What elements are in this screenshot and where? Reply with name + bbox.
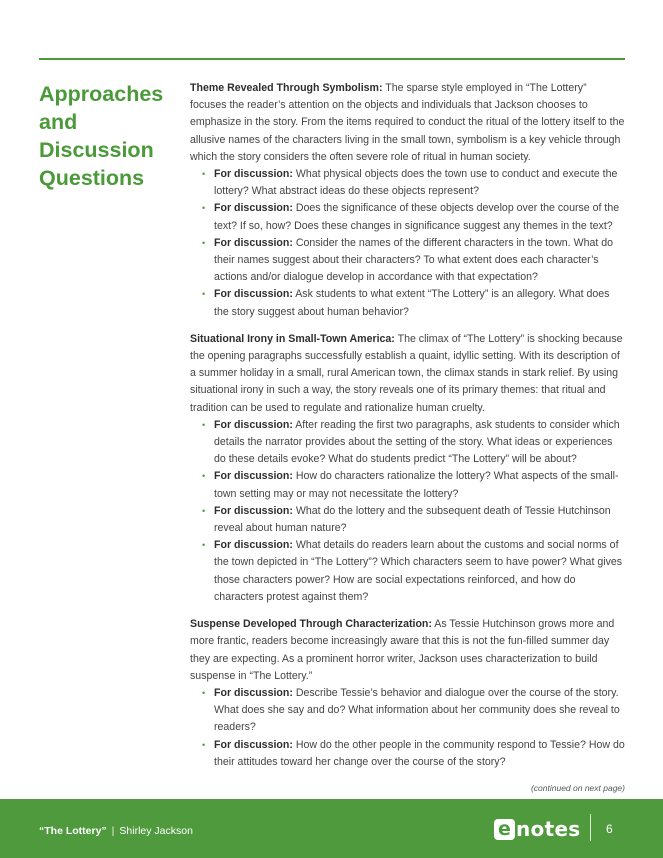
bullet-icon: • (202, 505, 206, 516)
discussion-text: How do characters rationalize the lottery? What aspects of the small-town setting may or may not necessitate the lottery? (214, 470, 619, 500)
section-paragraph (190, 616, 626, 685)
section-suspense (190, 616, 626, 771)
section-irony (190, 331, 626, 606)
discussion-text: How do the other people in the community respond to Tessie? How do their attitudes toward her change over the course of the story? (214, 738, 625, 768)
footer-divider (590, 814, 591, 841)
discussion-list (190, 417, 626, 606)
discussion-list (190, 685, 626, 771)
footer-separator: | (111, 825, 115, 837)
section-lead: Suspense Developed Through Characterization: (190, 618, 432, 631)
discussion-item (202, 235, 626, 287)
bullet-icon: • (202, 237, 206, 248)
discussion-item (202, 200, 626, 234)
discussion-label: For discussion: (214, 202, 293, 215)
discussion-text: What do the lottery and the subsequent death of Tessie Hutchinson reveal about human nature? (214, 504, 611, 535)
discussion-text: Does the significance of these objects develop over the course of the text? If so, how? Does these changes in significance suggest any themes in the text? (214, 202, 620, 232)
bullet-icon: • (202, 540, 206, 551)
section-symbolism (190, 80, 626, 321)
heading-line-3: Discussion (39, 138, 154, 162)
discussion-list (190, 166, 626, 321)
page-footer (0, 799, 663, 858)
main-content (190, 80, 626, 781)
bullet-icon: • (202, 687, 206, 698)
discussion-item (202, 166, 626, 200)
discussion-item (202, 286, 626, 320)
bullet-icon: • (202, 169, 206, 180)
section-heading (39, 80, 179, 192)
discussion-item (202, 537, 626, 606)
discussion-item (202, 468, 626, 502)
footer-work-title: “The Lottery” (39, 825, 107, 837)
continued-note: (continued on next page) (530, 783, 625, 793)
section-body: As Tessie Hutchinson grows more and more frantic, readers become increasingly aware that this is not the fun-filled summer day they are expecting. As a prominent horror writer, Jackson uses characterization to build suspense in “The Lottery.” (190, 618, 615, 682)
section-body: The sparse style employed in “The Lottery” focuses the reader’s attention on the objects and individuals that Jackson chooses to emphasize in the story. From the items required to conduct the ritual of the lottery itself to the allusive names of the characters living in the small town, symbolism is a key vehicle through which the story considers the often severe role of ritual in human society. (190, 82, 625, 163)
page-number: 6 (606, 822, 613, 836)
discussion-text: Ask students to what extent “The Lottery” is an allegory. What does the story suggest about human behavior? (214, 288, 610, 318)
footer-work-info (39, 825, 193, 837)
discussion-label: For discussion: (214, 470, 293, 483)
section-lead: Situational Irony in Small-Town America: (190, 332, 395, 345)
discussion-label: For discussion: (214, 236, 293, 249)
discussion-label: For discussion: (214, 686, 293, 699)
enotes-logo[interactable] (494, 816, 581, 842)
heading-line-1: Approaches (39, 82, 164, 106)
discussion-text: What details do readers learn about the customs and social norms of the town depicted in “The Lottery”? Which characters seem to have power? What gives those characters power? How are social expectations reinforced, and how do characters protest against them? (214, 539, 623, 603)
heading-line-2: and (39, 110, 78, 134)
heading-line-4: Questions (39, 166, 145, 190)
top-divider (39, 58, 625, 60)
discussion-item (202, 503, 626, 537)
discussion-text: Consider the names of the different characters in the town. What do their names suggest about their characters? To what extent does each character’s actions and/or dialogue develop in accordance with that expectation? (214, 236, 614, 284)
discussion-label: For discussion: (214, 288, 293, 301)
bullet-icon: • (202, 739, 206, 750)
section-body: The climax of “The Lottery” is shocking because the opening paragraphs successfully establish a quaint, idyllic setting. With its description of a summer holiday in a small, rural American town, the climax stands in stark relief. By using situational irony in such a way, the story reveals one of its primary themes: that ritual and tradition can be used to regulate and rationalize human cruelty. (190, 332, 623, 414)
discussion-item (202, 685, 626, 737)
discussion-item (202, 417, 626, 469)
discussion-text: Describe Tessie’s behavior and dialogue over the course of the story. What does she say and do? What information about her community does she reveal to readers? (214, 686, 620, 734)
bullet-icon: • (202, 419, 206, 430)
discussion-label: For discussion: (214, 738, 293, 751)
section-paragraph (190, 80, 626, 166)
bullet-icon: • (202, 471, 206, 482)
section-paragraph (190, 331, 626, 417)
bullet-icon: • (202, 203, 206, 214)
discussion-item (202, 737, 626, 771)
section-lead: Theme Revealed Through Symbolism: (190, 82, 383, 94)
discussion-text: What physical objects does the town use to conduct and execute the lottery? What abstract ideas do these objects represent? (214, 168, 618, 198)
discussion-label: For discussion: (214, 418, 293, 431)
discussion-label: For discussion: (214, 539, 293, 552)
discussion-label: For discussion: (214, 504, 293, 517)
enotes-e-icon: e (494, 819, 515, 840)
bullet-icon: • (202, 289, 206, 300)
discussion-label: For discussion: (214, 168, 293, 181)
footer-author: Shirley Jackson (119, 825, 193, 837)
discussion-text: After reading the first two paragraphs, ask students to consider which details the narrator provides about the setting of the story. What ideas or experiences do these details evoke? What do students predict “The Lottery” will be about? (214, 418, 620, 466)
enotes-wordmark: notes (516, 817, 581, 841)
